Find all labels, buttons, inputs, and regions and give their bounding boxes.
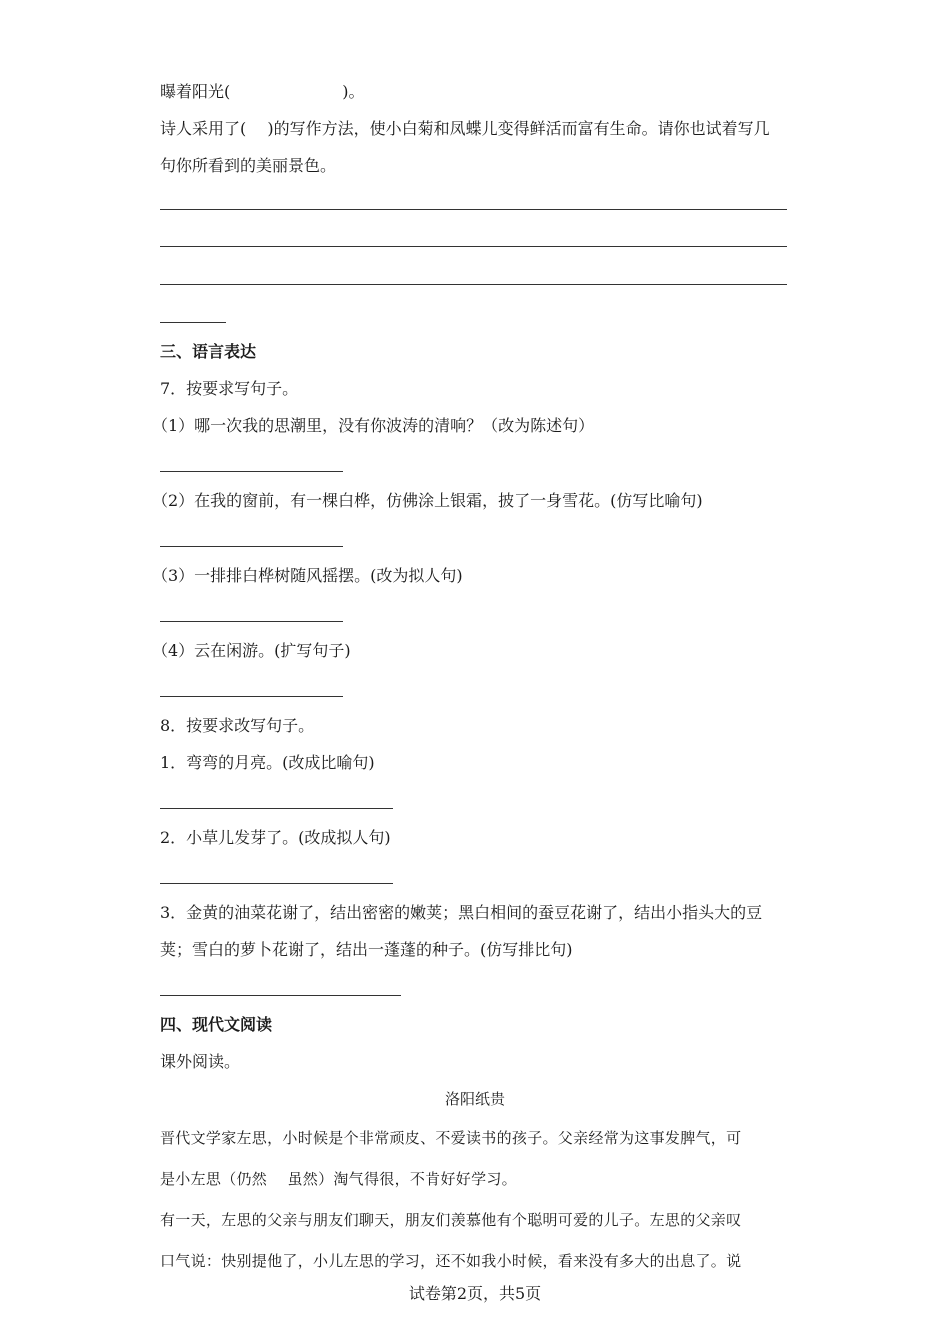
answer-line (160, 209, 787, 210)
answer-line (160, 322, 226, 323)
question-7: 7．按要求写句子。 (160, 379, 299, 398)
question-8-3-line2: 荚；雪白的萝卜花谢了，结出一蓬蓬的种子。(仿写排比句) (160, 940, 573, 959)
question-8-2: 2．小草儿发芽了。(改成拟人句) (160, 828, 391, 847)
answer-line (160, 883, 393, 884)
answer-line (160, 546, 343, 547)
answer-line (160, 696, 343, 697)
passage-title: 洛阳纸贵 (444, 1090, 505, 1108)
question-writing-method-line1: 诗人采用了( )的写作方法，使小白菊和凤蝶儿变得鲜活而富有生命。请你也试着写几 (160, 119, 770, 138)
question-7-4: （4）云在闲游。(扩写句子) (152, 641, 351, 660)
answer-line (160, 995, 401, 996)
question-8-3-line1: 3．金黄的油菜花谢了，结出密密的嫩荚；黑白相间的蚕豆花谢了，结出小指头大的豆 (160, 903, 763, 922)
section-heading-modern-reading: 四、现代文阅读 (160, 1015, 273, 1034)
question-7-2: （2）在我的窗前，有一棵白桦，仿佛涂上银霜，披了一身雪花。(仿写比喻句) (152, 491, 703, 510)
answer-line (160, 246, 787, 247)
answer-line (160, 808, 393, 809)
answer-line (160, 471, 343, 472)
answer-line (160, 621, 343, 622)
question-writing-method-line2: 句你所看到的美丽景色。 (160, 156, 337, 175)
fill-in-sunlight-line: 曝着阳光( )。 (160, 82, 365, 101)
passage-paragraph-1-line2: 是小左思（仍然 虽然）淘气得很，不肯好好学习。 (160, 1170, 517, 1188)
question-8-1: 1．弯弯的月亮。(改成比喻句) (160, 753, 375, 772)
question-7-3: （3）一排排白桦树随风摇摆。(改为拟人句) (152, 566, 463, 585)
passage-paragraph-2-line1: 有一天，左思的父亲与朋友们聊天，朋友们羡慕他有个聪明可爱的儿子。左思的父亲叹 (160, 1211, 742, 1229)
question-8: 8．按要求改写句子。 (160, 716, 315, 735)
answer-line (160, 284, 787, 285)
passage-paragraph-2-line2: 口气说：快别提他了，小儿左思的学习，还不如我小时候，看来没有多大的出息了。说 (160, 1252, 742, 1270)
question-7-1: （1）哪一次我的思潮里，没有你波涛的清响？（改为陈述句） (152, 416, 595, 435)
page-footer: 试卷第2页，共5页 (408, 1284, 542, 1303)
passage-paragraph-1-line1: 晋代文学家左思，小时候是个非常顽皮、不爱读书的孩子。父亲经常为这事发脾气，可 (160, 1129, 742, 1147)
reading-intro: 课外阅读。 (160, 1052, 241, 1071)
section-heading-language-expression: 三、语言表达 (160, 342, 257, 361)
